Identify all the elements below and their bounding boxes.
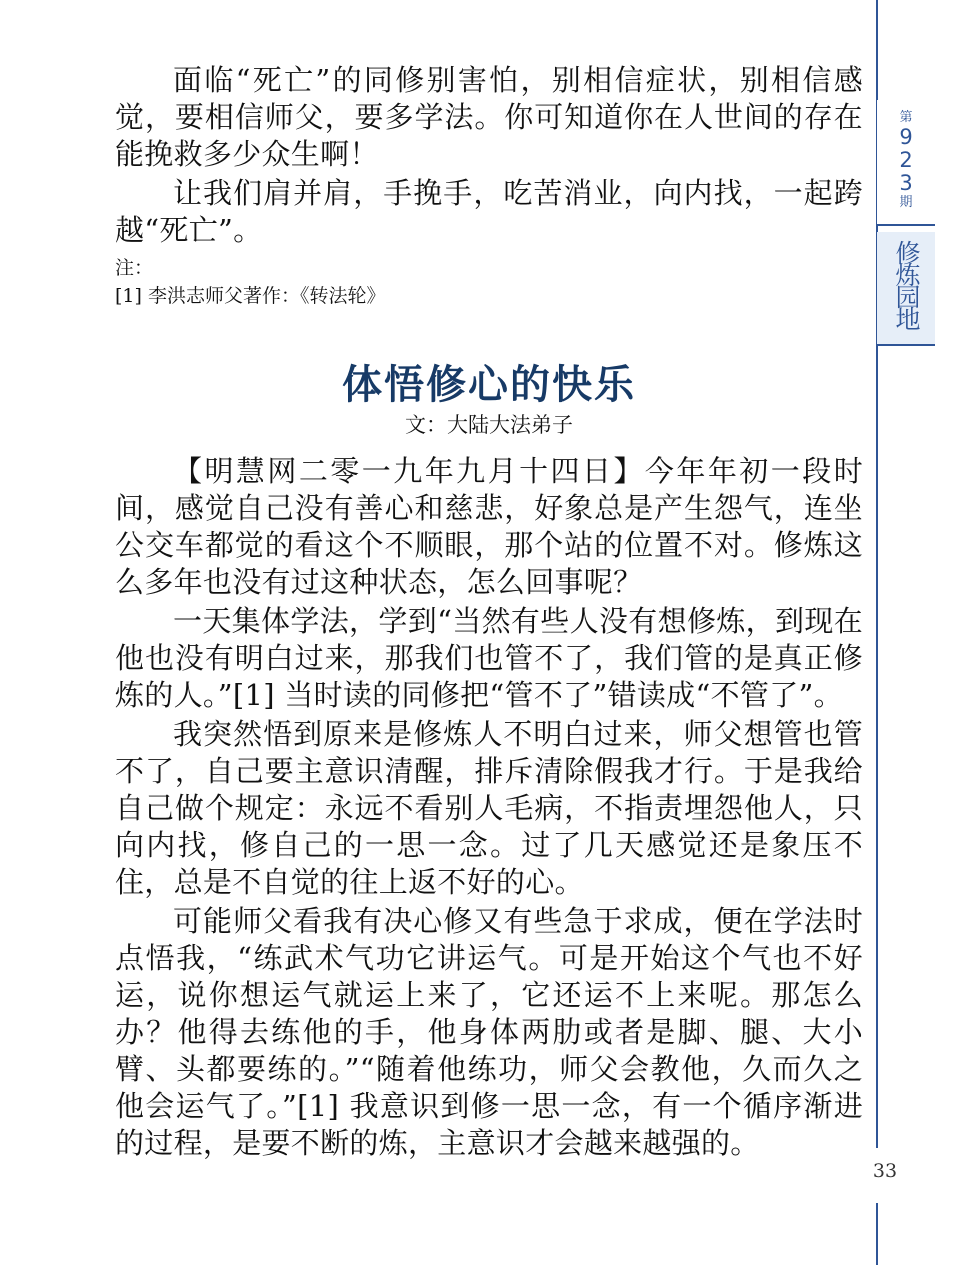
issue-digit: 3 <box>899 171 913 195</box>
issue-suffix: 期 <box>899 195 913 210</box>
article-paragraph: 【明慧网二零一九年九月十四日】今年年初一段时间，感觉自己没有善心和慈悲，好象总是产生怨气，连坐公交车都觉的看这个不顺眼，那个站的位置不对。修炼这么多年也没有过这种状态，怎么回事呢？ <box>115 454 863 599</box>
article-author: 文：大陆大法弟子 <box>405 413 573 437</box>
page-number: 33 <box>872 1160 898 1182</box>
article-paragraph: 我突然悟到原来是修炼人不明白过来，师父想管也管不了，自己要主意识清醒，排斥清除假我才行。于是我给自己做个规定：永远不看别人毛病，不指责埋怨他人，只向内找，修自己的一思一念。过了几天感觉还是象压不住，总是不自觉的往上返不好的心。 <box>115 717 863 899</box>
column-name: 修炼园地 <box>892 240 921 328</box>
issue-number-tab <box>877 100 935 226</box>
prev-article-paragraph: 面临“死亡”的同修别害怕，别相信症状，别相信感觉，要相信师父，要多学法。你可知道你在人世间的存在能挽救多少众生啊！ <box>115 63 863 171</box>
article-title: 体悟修心的快乐 <box>342 362 636 408</box>
issue-digit: 2 <box>899 148 913 172</box>
page-content <box>115 62 863 1164</box>
article-paragraph: 一天集体学法，学到“当然有些人没有想修炼，到现在他也没有明白过来，那我们也管不了，我们管的是真正修炼的人。”[1] 当时读的同修把“管不了”错读成“不管了”。 <box>115 604 863 712</box>
note-text: [1] 李洪志师父著作：《转法轮》 <box>115 285 386 307</box>
article-paragraph: 可能师父看我有决心修又有些急于求成，便在学法时点悟我，“练武术气功它讲运气。可是开始这个气也不好运，说你想运气就运上来了，它还运不上来呢。那怎么办？他得去练他的手，他身体两肋或者是脚、腿、大小臂、头都要练的。”“随着他练功，师父会教他，久而久之他会运气了。”[1] 我意识到修一思一念，有一个循序渐进的过程，是要不断的炼，主意识才会越来越强的。 <box>115 904 863 1160</box>
prev-article-paragraph: 让我们肩并肩，手挽手，吃苦消业，向内找，一起跨越“死亡”。 <box>115 176 863 247</box>
sidebar-rule-bottom <box>876 1203 878 1265</box>
column-name-tab <box>877 232 935 346</box>
note-label: 注： <box>115 257 154 279</box>
issue-prefix: 第 <box>899 110 913 125</box>
issue-digit: 9 <box>899 125 913 149</box>
